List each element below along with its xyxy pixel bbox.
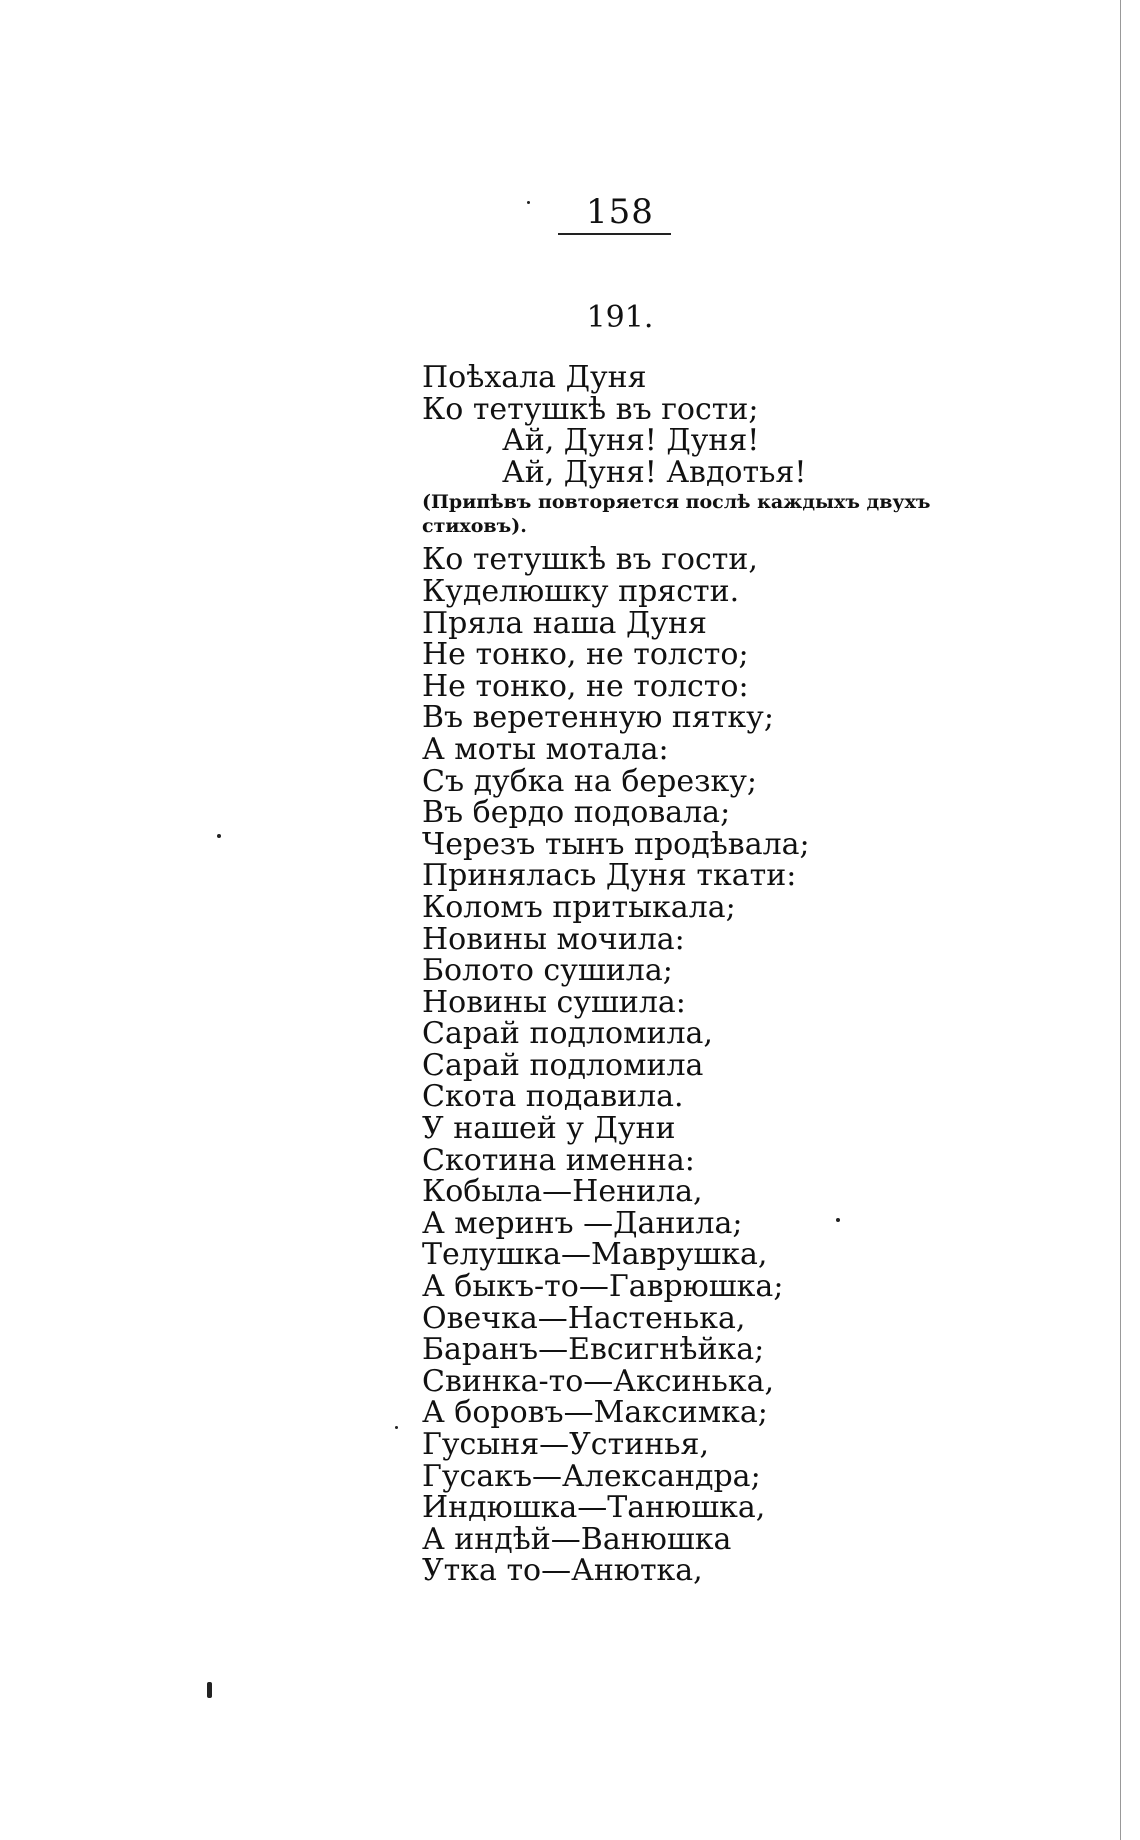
poem-line: Гусыня—Устинья, bbox=[422, 1427, 709, 1462]
poem-line: А быкъ-то—Гаврюшка; bbox=[422, 1269, 784, 1305]
poem-line: Ко тетушкѣ въ гости, bbox=[422, 542, 758, 578]
poem-line: Черезъ тынъ продѣвала; bbox=[422, 826, 810, 862]
poem-line: Поѣхала Дуня bbox=[422, 360, 647, 395]
print-speck bbox=[836, 1218, 840, 1222]
poem-line: Не тонко, не толсто: bbox=[422, 668, 749, 704]
refrain-text: Ай, Дуня! Авдотья! bbox=[502, 454, 807, 490]
print-speck bbox=[527, 201, 530, 204]
poem-line: Кобыла—Ненила, bbox=[422, 1174, 703, 1210]
poem-line: Свинка-то—Аксинька, bbox=[422, 1363, 775, 1399]
page-edge bbox=[1120, 0, 1121, 1840]
poem-line: Гусакъ—Александра; bbox=[422, 1458, 761, 1494]
poem-lines bbox=[422, 544, 1022, 1587]
refrain-note: (Припѣвъ повторяется послѣ каждыхъ двухъ стиховъ). bbox=[422, 491, 931, 538]
poem-line: Сарай подломила bbox=[422, 1047, 704, 1083]
poem-line: Съ дубка на березку; bbox=[422, 763, 757, 799]
refrain-line bbox=[422, 454, 1022, 490]
poem-line: Не тонко, не толсто; bbox=[422, 637, 749, 673]
poem-line: А меринъ —Данила; bbox=[422, 1205, 743, 1241]
poem-line: А индѣй—Ванюшка bbox=[422, 1521, 732, 1557]
poem-line: Болото сушила; bbox=[422, 953, 673, 989]
page-number: 158 bbox=[586, 192, 654, 232]
poem-line: Утка то—Анютка, bbox=[422, 1553, 703, 1589]
poem-line: Сарай подломила, bbox=[422, 1016, 713, 1052]
poem-line: Скота подавила. bbox=[422, 1079, 684, 1115]
poem-line: Индюшка—Танюшка, bbox=[422, 1490, 766, 1526]
poem-line: Ко тетушкѣ въ гости; bbox=[422, 391, 759, 427]
poem-number: 191. bbox=[586, 300, 654, 335]
poem-line: А боровъ—Максимка; bbox=[422, 1395, 768, 1431]
poem-text bbox=[422, 362, 1022, 1587]
poem-line: Въ веретенную пятку; bbox=[422, 700, 774, 736]
poem-line: Новины мочила: bbox=[422, 921, 685, 957]
print-speck bbox=[217, 834, 221, 838]
poem-line: У нашей у Дуни bbox=[422, 1111, 676, 1147]
refrain-line: Ай, Дуня! Дуня! bbox=[502, 423, 760, 459]
header-rule bbox=[558, 233, 671, 235]
poem-line: Баранъ—Евсигнѣйка; bbox=[422, 1332, 765, 1368]
poem-line: Овечка—Настенька, bbox=[422, 1300, 746, 1336]
poem-line: Пряла наша Дуня bbox=[422, 605, 707, 641]
poem-line: А моты мотала: bbox=[422, 731, 669, 767]
poem-line: Скотина именна: bbox=[422, 1142, 695, 1178]
poem-line: Въ бердо подовала; bbox=[422, 795, 731, 831]
poem-line: Коломъ притыкала; bbox=[422, 889, 736, 925]
print-speck bbox=[395, 1426, 398, 1429]
poem-line: Куделюшку прясти. bbox=[422, 573, 740, 609]
print-mark bbox=[207, 1682, 212, 1698]
poem-line: Телушка—Маврушка, bbox=[422, 1237, 768, 1273]
poem-line: Новины сушила: bbox=[422, 984, 686, 1020]
poem-line: Принялась Дуня ткати: bbox=[422, 858, 797, 894]
